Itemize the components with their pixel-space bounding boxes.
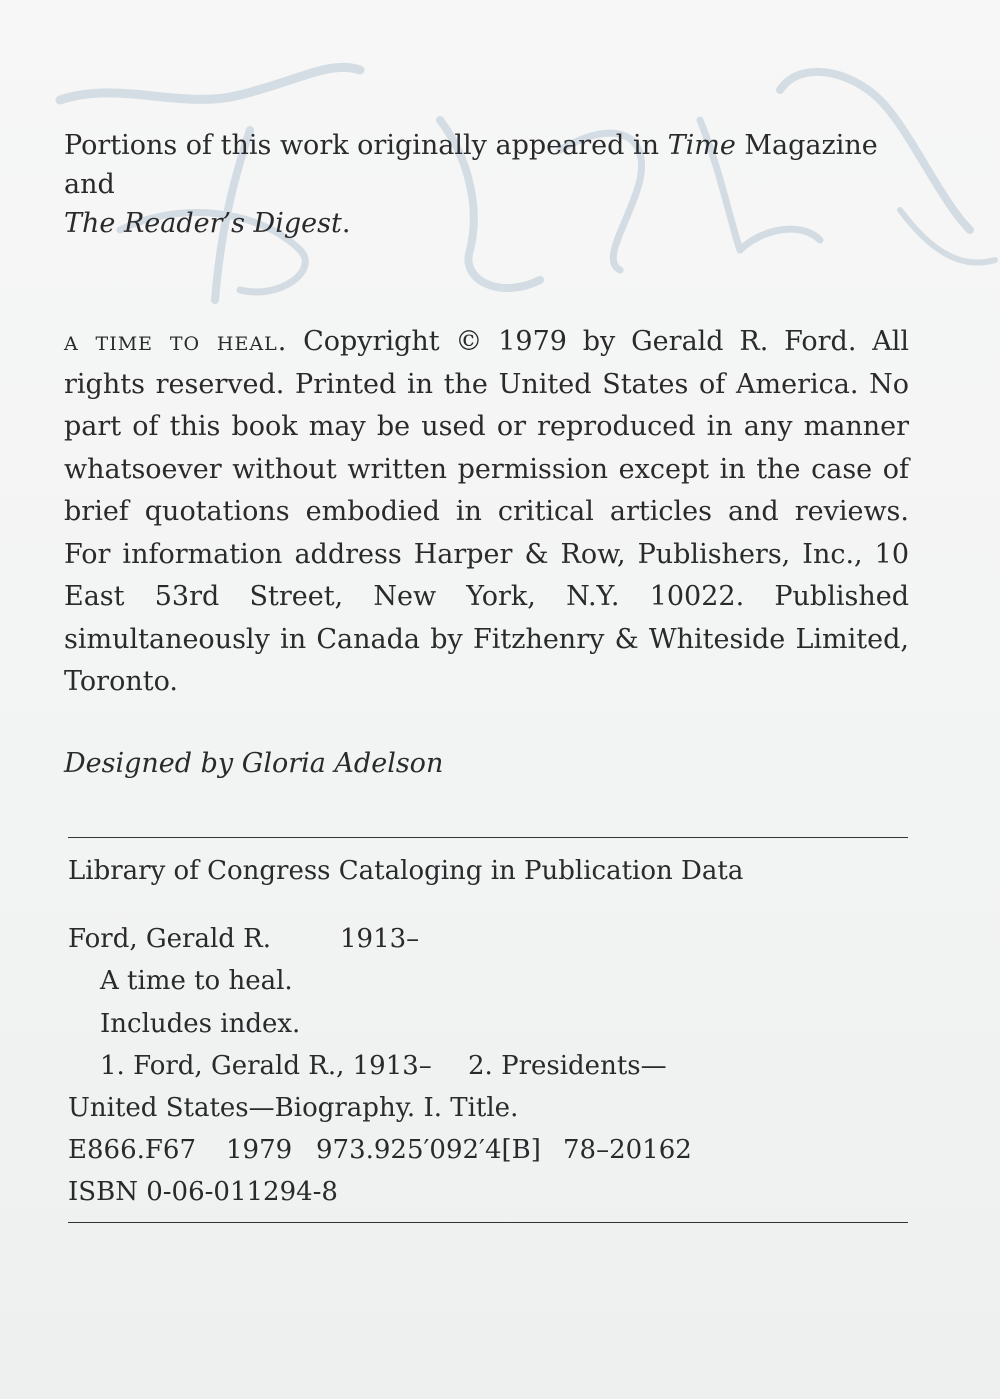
cip-author: Ford, Gerald R. [68,924,272,954]
readers-digest-title: The Reader’s Digest [64,208,342,239]
cip-call-year: 1979 [226,1135,293,1165]
portions-end: . [341,208,351,239]
cip-author-years: 1913– [340,924,420,954]
cip-subject-continued: United States—Biography. I. Title. [68,1093,519,1123]
time-magazine-title: Time [667,130,736,161]
cip-heading: Library of Congress Cataloging in Publication Data [68,856,744,886]
cip-subject-1: 1. Ford, Gerald R., 1913– [100,1051,432,1081]
cip-isbn: ISBN 0-06-011294-8 [68,1177,338,1207]
cip-title: A time to heal. [100,966,293,996]
copyright-text: Copyright © 1979 by Gerald R. Ford. All rights reserved. Printed in the United States of America. No part of this book may be used or reproduced in any manner whatsoever without written permission except in the case of brief quotations embodied in critical articles and reviews. For information address Harper & Row, Publishers, Inc., 10 East 53rd Street, New York, N.Y. 10022. Published simultaneously in Canada by Fitzhenry & Whiteside Limited, Toronto. [64,326,909,697]
copyright-notice [64,321,909,704]
cip-dewey-number: 973.925′092′4[B] [316,1135,541,1165]
cip-lccn: 78–20162 [563,1135,692,1165]
cip-subject-2: 2. Presidents— [468,1051,667,1081]
portions-note [64,126,909,243]
portions-pre: Portions of this work originally appeared in [64,130,668,161]
designer-credit: Designed by Gloria Adelson [64,748,444,779]
portions-mid: Magazine and [64,130,878,200]
cip-bottom-rule [68,1222,908,1223]
book-title-smallcaps: a time to heal. [64,326,288,357]
cip-top-rule [68,837,908,838]
cip-index-note: Includes index. [100,1009,301,1039]
cip-call-number: E866.F67 [68,1135,196,1165]
